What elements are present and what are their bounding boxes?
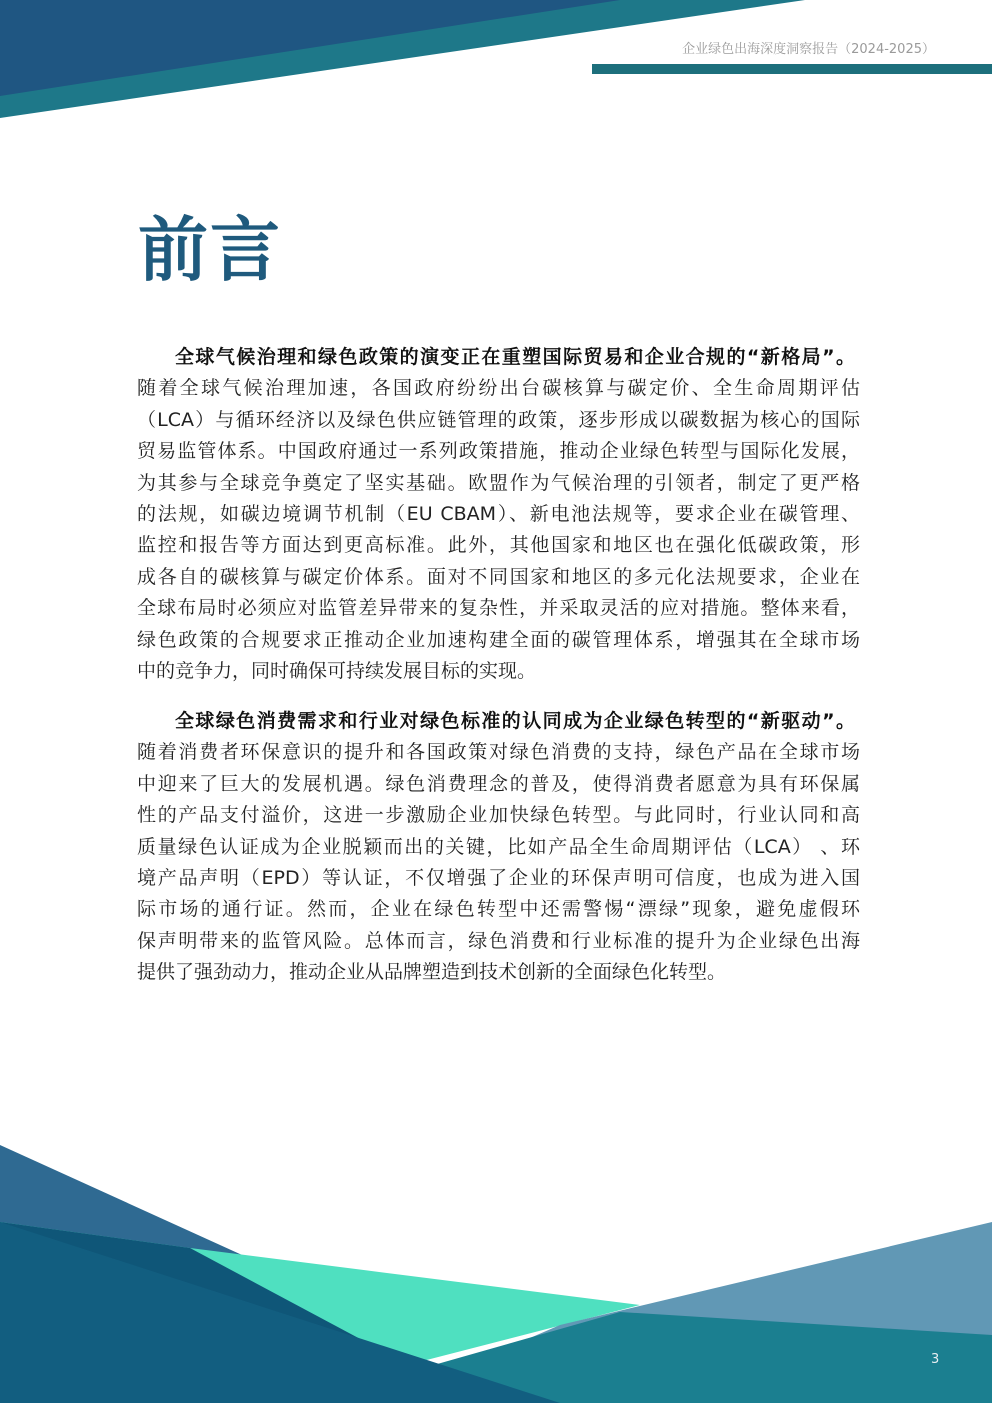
paragraph-line: 随着全球气候治理加速，各国政府纷纷出台碳核算与碳定价、全生命周期评估: [137, 377, 860, 400]
paragraph-line: 保声明带来的监管风险。总体而言，绿色消费和行业标准的提升为企业绿色出海: [137, 929, 860, 952]
paragraph-line: 为其参与全球竞争奠定了坚实基础。欧盟作为气候治理的引领者，制定了更严格: [137, 471, 860, 494]
paragraph-line: 随着消费者环保意识的提升和各国政策对绿色消费的支持，绿色产品在全球市场: [137, 741, 860, 764]
paragraph-line: 中的竞争力，同时确保可持续发展目标的实现。: [137, 659, 537, 682]
paragraph-green-consumption: [137, 706, 860, 989]
paragraph-line: 贸易监管体系。中国政府通过一系列政策措施，推动企业绿色转型与国际化发展，: [137, 440, 860, 463]
top-navy-triangle: [0, 0, 620, 96]
paragraph-line: 际市场的通行证。然而，企业在绿色转型中还需警惕“漂绿”现象，避免虚假环: [137, 898, 860, 921]
paragraph-lead: 全球气候治理和绿色政策的演变正在重塑国际贸易和企业合规的“新格局”。: [175, 346, 855, 368]
paragraph-line: 的法规，如碳边境调节机制（EU CBAM）、新电池法规等，要求企业在碳管理、: [137, 502, 860, 525]
paragraph-line: 中迎来了巨大的发展机遇。绿色消费理念的普及，使得消费者愿意为具有环保属: [137, 772, 860, 795]
paragraph-line: 成各自的碳核算与碳定价体系。面对不同国家和地区的多元化法规要求，企业在: [137, 565, 860, 588]
paragraph-line: （LCA）与循环经济以及绿色供应链管理的政策，逐步形成以碳数据为核心的国际: [137, 408, 860, 431]
paragraph-line: 全球布局时必须应对监管差异带来的复杂性，并采取灵活的应对措施。整体来看，: [137, 597, 860, 620]
page-number: 3: [931, 1352, 940, 1367]
paragraph-line: 绿色政策的合规要求正推动企业加速构建全面的碳管理体系，增强其在全球市场: [137, 628, 860, 651]
header-accent-bar: [592, 64, 992, 74]
paragraph-line: 境产品声明（EPD）等认证，不仅增强了企业的环保声明可信度，也成为进入国: [137, 866, 860, 889]
report-title: 企业绿色出海深度洞察报告（2024-2025）: [682, 42, 935, 57]
paragraph-lead: 全球绿色消费需求和行业对绿色标准的认同成为企业绿色转型的“新驱动”。: [175, 710, 855, 732]
paragraph-line: 提供了强劲动力，推动企业从品牌塑造到技术创新的全面绿色化转型。: [137, 961, 727, 984]
paragraph-line: 质量绿色认证成为企业脱颖而出的关键，比如产品全生命周期评估（LCA） 、环: [137, 835, 860, 858]
paragraph-climate-policy: [137, 342, 860, 687]
bottom-decoration: [0, 1100, 992, 1403]
paragraph-line: 监控和报告等方面达到更高标准。此外，其他国家和地区也在强化低碳政策，形: [137, 534, 860, 557]
page-title: 前言: [138, 209, 282, 291]
paragraph-line: 性的产品支付溢价，这进一步激励企业加快绿色转型。与此同时，行业认同和高: [137, 804, 860, 827]
